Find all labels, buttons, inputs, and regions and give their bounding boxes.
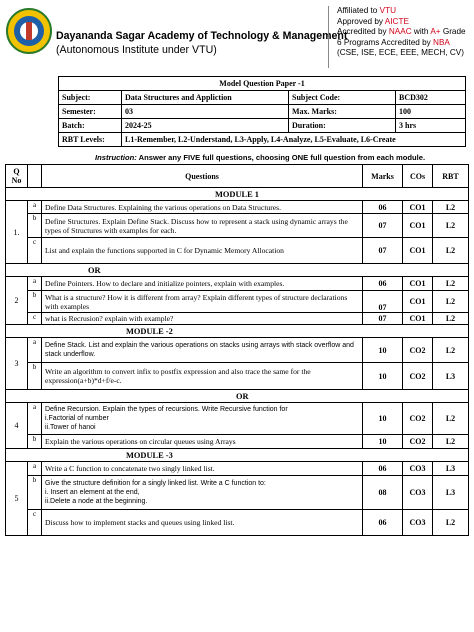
question-rbt: L2 xyxy=(433,201,469,214)
question-text: Explain the various operations on circular queues using Arrays xyxy=(42,435,363,449)
question-number: 1. xyxy=(6,201,28,264)
accreditation-box xyxy=(328,6,468,68)
accreditation-line-3: Accredited by NAAC with A+ Grade xyxy=(337,27,466,37)
question-text: Write a C function to concatenate two singly linked list. xyxy=(42,462,363,476)
question-marks: 06 xyxy=(363,277,403,291)
question-number: 3 xyxy=(6,338,28,390)
question-marks: 10 xyxy=(363,338,403,363)
header-rbt: RBT xyxy=(433,165,469,188)
question-text: what is Recrusion? explain with example? xyxy=(42,313,363,325)
question-co: CO1 xyxy=(403,214,433,238)
question-co: CO3 xyxy=(403,510,433,536)
question-marks: 10 xyxy=(363,363,403,390)
question-rbt: L3 xyxy=(433,476,469,510)
table-row xyxy=(6,435,469,449)
header-questions: Questions xyxy=(42,165,363,188)
question-marks: 08 xyxy=(363,476,403,510)
rbt-levels-label: RBT Levels: xyxy=(59,133,122,147)
question-text: Define Structures. Explain Define Stack. Discuss how to represent a stack using dynamic arrays the types of Structures with examples for each. xyxy=(42,214,363,238)
header-marks: Marks xyxy=(363,165,403,188)
subject-code-label: Subject Code: xyxy=(289,91,396,105)
question-rbt: L3 xyxy=(433,363,469,390)
batch-label: Batch: xyxy=(59,119,122,133)
accreditation-line-5: (CSE, ISE, ECE, EEE, MECH, CV) xyxy=(337,48,464,58)
question-rbt: L2 xyxy=(433,338,469,363)
question-co: CO2 xyxy=(403,363,433,390)
table-row xyxy=(6,313,469,325)
or-divider: OR xyxy=(6,390,469,403)
institution-logo-icon xyxy=(6,8,52,54)
question-rbt: L2 xyxy=(433,277,469,291)
duration-label: Duration: xyxy=(289,119,396,133)
subject-label: Subject: xyxy=(59,91,122,105)
subject-code-value: BCD302 xyxy=(396,91,466,105)
sub-question-letter: a xyxy=(28,277,42,291)
question-marks: 10 xyxy=(363,435,403,449)
table-row xyxy=(6,476,469,510)
sub-question-letter: a xyxy=(28,403,42,435)
table-row xyxy=(6,277,469,291)
sub-question-letter: a xyxy=(28,462,42,476)
question-co: CO2 xyxy=(403,435,433,449)
sub-question-letter: b xyxy=(28,214,42,238)
question-co: CO3 xyxy=(403,476,433,510)
question-number: 5 xyxy=(6,462,28,536)
question-marks: 07 xyxy=(363,313,403,325)
paper-title: Model Question Paper -1 xyxy=(59,77,466,91)
question-marks: 06 xyxy=(363,510,403,536)
question-marks: 10 xyxy=(363,403,403,435)
duration-value: 3 hrs xyxy=(396,119,466,133)
question-marks: 07 xyxy=(363,238,403,264)
semester-value: 03 xyxy=(122,105,289,119)
question-co: CO1 xyxy=(403,277,433,291)
question-marks: 07 xyxy=(363,214,403,238)
question-text: Define Pointers. How to declare and initialize pointers, explain with examples. xyxy=(42,277,363,291)
module-1-heading: MODULE 1 xyxy=(6,188,469,201)
or-divider: OR xyxy=(6,264,469,277)
question-co: CO1 xyxy=(403,238,433,264)
table-row xyxy=(6,510,469,536)
paper-info-table xyxy=(58,76,466,147)
question-rbt: L2 xyxy=(433,291,469,313)
question-text: List and explain the functions supported in C for Dynamic Memory Allocation xyxy=(42,238,363,264)
header-sub xyxy=(28,165,42,188)
question-text: Define Stack. List and explain the various operations on stacks using arrays with stack overflow and stack underflow. xyxy=(42,338,363,363)
question-text: What is a structure? How it is different from array? Explain different types of structure declarations with examples xyxy=(42,291,363,313)
module-2-heading: MODULE -2 xyxy=(6,325,469,338)
sub-question-letter: a xyxy=(28,338,42,363)
table-row xyxy=(6,214,469,238)
question-rbt: L2 xyxy=(433,214,469,238)
sub-question-letter: c xyxy=(28,313,42,325)
question-text: Give the structure definition for a singly linked list. Write a C function to: i. Insert an element at the end, ii.Delete a node at the beginning. xyxy=(42,476,363,510)
question-marks: 06 xyxy=(363,462,403,476)
institution-name: Dayananda Sagar Academy of Technology & Management xyxy=(56,30,348,42)
sub-question-letter: b xyxy=(28,476,42,510)
question-co: CO1 xyxy=(403,313,433,325)
header-cos: COs xyxy=(403,165,433,188)
question-text: Define Data Structures. Explaining the various operations on Data Structures. xyxy=(42,201,363,214)
table-row xyxy=(6,363,469,390)
accreditation-line-1: Affiliated to VTU xyxy=(337,6,397,15)
header-qno: Q No xyxy=(6,165,28,188)
question-co: CO1 xyxy=(403,291,433,313)
question-co: CO2 xyxy=(403,338,433,363)
question-marks: 06 xyxy=(363,201,403,214)
max-marks-label: Max. Marks: xyxy=(289,105,396,119)
sub-question-letter: b xyxy=(28,291,42,313)
question-co: CO2 xyxy=(403,403,433,435)
sub-question-letter: c xyxy=(28,510,42,536)
table-row xyxy=(6,403,469,435)
table-row xyxy=(6,338,469,363)
accreditation-line-2: Approved by AICTE xyxy=(337,16,409,26)
question-number: 4 xyxy=(6,403,28,449)
institution-subtitle: (Autonomous Institute under VTU) xyxy=(56,44,217,56)
question-text: Define Recursion. Explain the types of recursions. Write Recursive function for i.Factorial of number ii.Tower of hanoi xyxy=(42,403,363,435)
question-rbt: L2 xyxy=(433,313,469,325)
question-rbt: L2 xyxy=(433,435,469,449)
semester-label: Semester: xyxy=(59,105,122,119)
sub-question-letter: a xyxy=(28,201,42,214)
batch-value: 2024-25 xyxy=(122,119,289,133)
table-row xyxy=(6,291,469,313)
module-3-heading: MODULE -3 xyxy=(6,449,469,462)
sub-question-letter: b xyxy=(28,435,42,449)
question-text: Discuss how to implement stacks and queues using linked list. xyxy=(42,510,363,536)
instruction-text: Instruction: Answer any FIVE full questions, choosing ONE full question from each module. xyxy=(95,153,426,162)
question-rbt: L2 xyxy=(433,403,469,435)
accreditation-line-4: 6 Programs Accredited by NBA xyxy=(337,37,450,47)
table-row xyxy=(6,238,469,264)
question-rbt: L3 xyxy=(433,462,469,476)
question-co: CO1 xyxy=(403,201,433,214)
question-rbt: L2 xyxy=(433,238,469,264)
table-row xyxy=(6,462,469,476)
table-row xyxy=(6,201,469,214)
questions-table xyxy=(5,164,469,536)
question-text: Write an algorithm to convert infix to postfix expression and also trace the same for the expression(a+b)*d+f/e-c. xyxy=(42,363,363,390)
rbt-levels-value: L1-Remember, L2-Understand, L3-Apply, L4-Analyze, L5-Evaluate, L6-Create xyxy=(122,133,466,147)
question-co: CO3 xyxy=(403,462,433,476)
question-marks: 07 xyxy=(363,291,403,313)
question-number: 2 xyxy=(6,277,28,325)
sub-question-letter: c xyxy=(28,238,42,264)
subject-value: Data Structures and Appliction xyxy=(122,91,289,105)
sub-question-letter: b xyxy=(28,363,42,390)
question-rbt: L2 xyxy=(433,510,469,536)
max-marks-value: 100 xyxy=(396,105,466,119)
